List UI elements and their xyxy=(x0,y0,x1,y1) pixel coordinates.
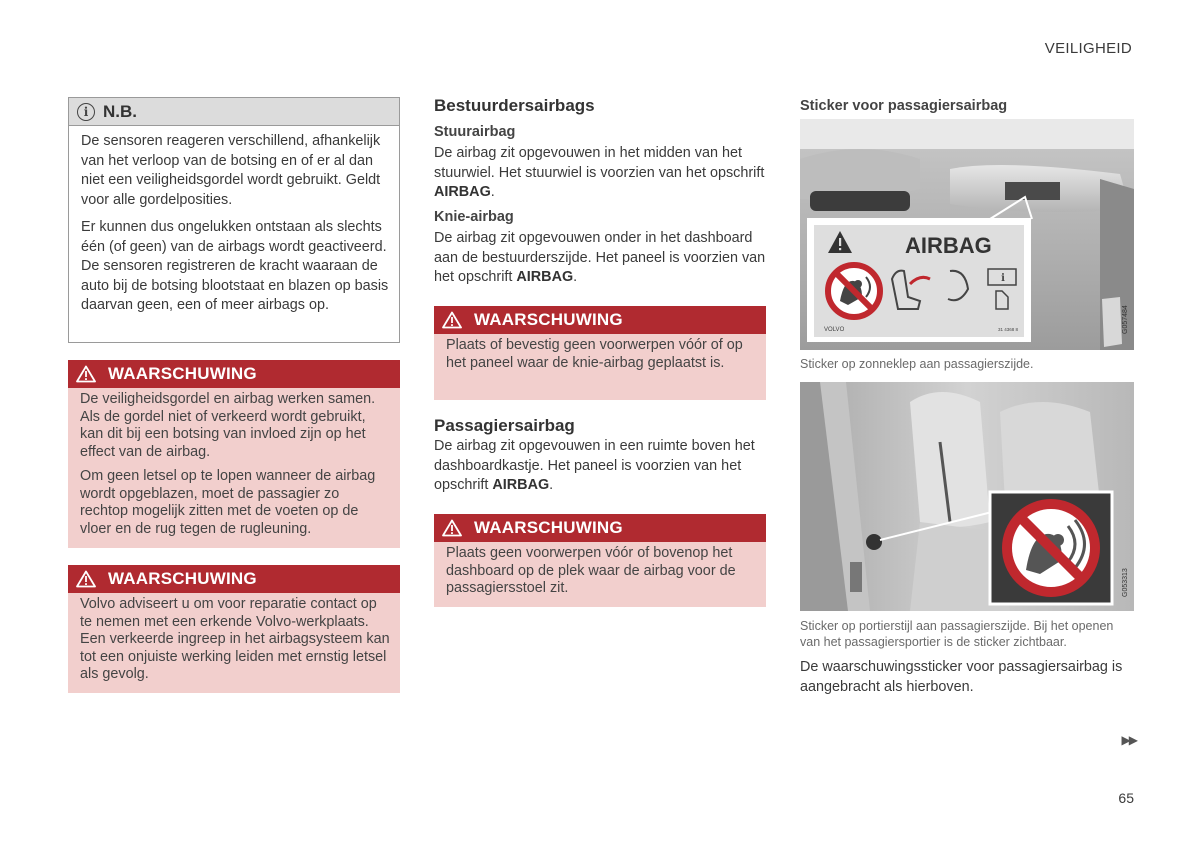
sticker-closing-text: De waarschuwingssticker voor passagiersairbag is aangebracht als hierboven. xyxy=(800,659,1123,695)
warning-box xyxy=(68,565,400,693)
warning-box xyxy=(68,360,400,548)
door-pillar-illustration xyxy=(800,382,1134,611)
warning-header xyxy=(434,514,766,542)
warning-paragraph: De veiligheidsgordel en airbag werken samen. Als de gordel niet of verkeerd wordt gebruikt, kan dit bij een botsing van invloed zijn op het effect van de airbag. xyxy=(80,391,376,460)
warning-title: WAARSCHUWING xyxy=(108,364,257,383)
note-paragraph: Er kunnen dus ongelukken ontstaan als slechts één (of geen) van de airbags wordt geactiveerd. De sensoren registreren de kracht waaraan de auto bij de botsing blootstaat en blazen op basis daarvan geen, een of meer airbags op. xyxy=(81,219,389,313)
info-icon: i xyxy=(77,103,95,121)
section-title: VEILIGHEID xyxy=(1044,40,1132,57)
warning-title: WAARSCHUWING xyxy=(108,569,257,588)
knee-airbag-text: De airbag zit opgevouwen onder in het dashboard aan de bestuurderszijde. Het paneel is voorzien van het opschrift AIRBAG. xyxy=(434,230,766,285)
sticker-part-code: 31 4368 8 xyxy=(997,327,1018,332)
driver-airbags-heading: Bestuurdersairbags xyxy=(434,96,595,115)
warning-paragraph: Volvo adviseert u om voor reparatie contact op te nemen met een erkende Volvo-werkplaats. Een verkeerde ingreep in het airbagsysteem kan tot een onjuiste werking leiden met ernstig letsel als gevolg. xyxy=(80,596,390,682)
knee-airbag-heading: Knie-airbag xyxy=(434,209,514,225)
image-code: G053313 xyxy=(1122,568,1129,597)
warning-triangle-icon xyxy=(442,311,462,329)
warning-triangle-icon xyxy=(76,365,96,383)
passenger-airbag-text: De airbag zit opgevouwen in een ruimte boven het dashboardkastje. Het paneel is voorzien van het opschrift AIRBAG. xyxy=(434,438,755,493)
svg-text:i: i xyxy=(1001,273,1005,284)
warning-triangle-icon xyxy=(442,519,462,537)
warning-header xyxy=(68,360,400,388)
image2-caption: Sticker op portierstijl aan passagierszijde. Bij het openen van het passagiersportier is de sticker zichtbaar. xyxy=(800,619,1114,649)
warning-box xyxy=(434,306,766,400)
passenger-airbag-heading: Passagiersairbag xyxy=(434,416,575,435)
warning-title: WAARSCHUWING xyxy=(474,310,623,329)
image-code: G057484 xyxy=(1122,305,1129,334)
sun-visor-illustration xyxy=(800,119,1134,350)
note-title: N.B. xyxy=(103,101,137,121)
warning-paragraph: Plaats geen voorwerpen vóór of bovenop het dashboard op de plek waar de airbag voor de passagiersstoel zit. xyxy=(446,545,736,596)
door-pillar-sticker-image xyxy=(800,382,1134,611)
note-header xyxy=(69,98,399,126)
warning-header xyxy=(68,565,400,593)
warning-triangle-icon xyxy=(76,570,96,588)
page-number: 65 xyxy=(1118,790,1134,806)
warning-title: WAARSCHUWING xyxy=(474,518,623,537)
image1-caption: Sticker op zonneklep aan passagierszijde. xyxy=(800,357,1034,371)
note-box xyxy=(68,97,400,343)
steering-airbag-heading: Stuurairbag xyxy=(434,124,516,140)
warning-box xyxy=(434,514,766,607)
sticker-airbag-label: AIRBAG xyxy=(905,233,992,258)
sticker-heading: Sticker voor passagiersairbag xyxy=(800,98,1008,114)
note-paragraph: De sensoren reageren verschillend, afhankelijk van het verloop van de botsing en of er al dan niet een veiligheidsgordel wordt gebruikt. Geldt voor alle gordelposities. xyxy=(81,133,381,208)
warning-paragraph: Plaats of bevestig geen voorwerpen vóór of op het paneel waar de knie-airbag geplaatst is. xyxy=(446,337,743,371)
sticker-brand: VOLVO xyxy=(824,327,845,333)
warning-header xyxy=(434,306,766,334)
steering-airbag-text: De airbag zit opgevouwen in het midden van het stuurwiel. Het stuurwiel is voorzien van het opschrift AIRBAG. xyxy=(434,145,765,200)
double-arrow-right-icon: ▶▶ xyxy=(1121,733,1136,747)
warning-paragraph: Om geen letsel op te lopen wanneer de airbag wordt opgeblazen, moet de passagier zo rechtop mogelijk zitten met de voeten op de vloer en de rug tegen de rugleuning. xyxy=(80,468,376,537)
sun-visor-sticker-image xyxy=(800,119,1134,350)
